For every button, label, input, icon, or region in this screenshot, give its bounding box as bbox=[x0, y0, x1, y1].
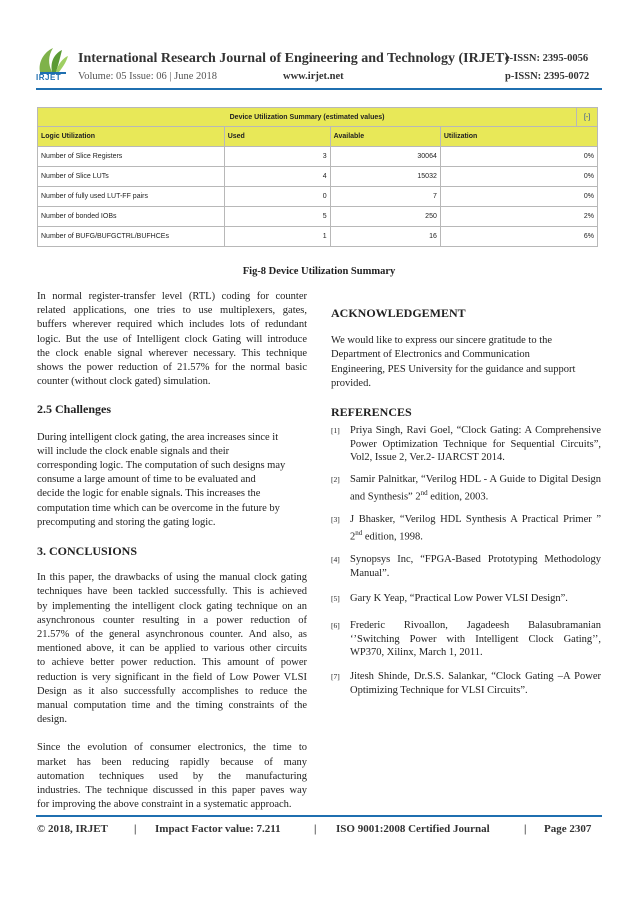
cell-utilization: 0% bbox=[440, 187, 597, 207]
col-header-used: Used bbox=[224, 127, 330, 147]
reference-text bbox=[350, 473, 601, 504]
cell-available: 16 bbox=[330, 227, 440, 247]
table-row bbox=[38, 187, 598, 207]
journal-url[interactable]: www.irjet.net bbox=[283, 71, 344, 82]
text-line: reduction is very significant in the field of Low Power VLSI bbox=[37, 671, 307, 683]
text-line: computation time which can be overcome in the future by bbox=[37, 502, 280, 514]
text-line: automation techniques used by the manufacturing bbox=[37, 770, 307, 782]
cell-logic: Number of BUFG/BUFGCTRL/BUFHCEs bbox=[38, 227, 225, 247]
text-line: In this paper, the drawbacks of using the manual clock gating bbox=[37, 572, 307, 584]
cell-used: 3 bbox=[224, 147, 330, 167]
references-heading: REFERENCES bbox=[331, 405, 412, 420]
footer-copyright: © 2018, IRJET bbox=[37, 823, 108, 835]
footer-impact-factor: Impact Factor value: 7.211 bbox=[155, 823, 281, 835]
cell-utilization: 6% bbox=[440, 227, 597, 247]
text-line: Since the evolution of consumer electronics, the time to bbox=[37, 742, 307, 754]
table-row bbox=[38, 147, 598, 167]
text-line: We would like to express our sincere gratitude to the bbox=[331, 335, 553, 347]
cell-used: 5 bbox=[224, 207, 330, 227]
text-line: market has been reducing rapidly because of many bbox=[37, 756, 307, 768]
cell-logic: Number of Slice LUTs bbox=[38, 167, 225, 187]
journal-title: International Research Journal of Engineering and Technology (IRJET) bbox=[78, 51, 510, 66]
header-divider bbox=[36, 88, 602, 90]
acknowledgement-paragraph bbox=[331, 334, 601, 391]
reference-line: Optimizing Technique for VLSI Circuits”. bbox=[350, 684, 528, 696]
reference-line: Manual”. bbox=[350, 567, 390, 579]
text-line: In normal register-transfer level (RTL) coding for counter bbox=[37, 291, 307, 302]
text-line: During intelligent clock gating, the area increases since it bbox=[37, 431, 279, 443]
cell-utilization: 0% bbox=[440, 147, 597, 167]
left-column bbox=[37, 290, 307, 813]
intro-paragraph bbox=[37, 290, 307, 389]
reference-line: 2nd edition, 1998. bbox=[350, 528, 423, 542]
reference-line: Priya Singh, Ravi Goel, “Clock Gating: A Comprehensive bbox=[350, 425, 601, 436]
reference-text bbox=[350, 513, 601, 544]
text-line: mentioned above, it can be applied to various other circuits bbox=[37, 643, 307, 655]
p-issn: p-ISSN: 2395-0072 bbox=[505, 71, 590, 82]
conclusions-heading: 3. CONCLUSIONS bbox=[37, 544, 138, 559]
reference-text bbox=[350, 619, 601, 660]
cell-available: 250 bbox=[330, 207, 440, 227]
cell-available: 30064 bbox=[330, 147, 440, 167]
text-line: related applications, one tries to use multiplexers, gates, bbox=[37, 305, 307, 317]
table-caption: Device Utilization Summary (estimated values) bbox=[38, 108, 577, 127]
text-line: counter (without clock gated) simulation. bbox=[37, 376, 211, 388]
footer-iso: ISO 9001:2008 Certified Journal bbox=[336, 823, 490, 835]
footer-separator: | bbox=[524, 823, 527, 835]
collapse-link[interactable]: [-] bbox=[577, 108, 598, 127]
reference-number: [5] bbox=[331, 594, 340, 603]
acknowledgement-heading: ACKNOWLEDGEMENT bbox=[331, 306, 466, 320]
reference-line: ‘’Switching Power with Intelligent Clock Gating’’, bbox=[350, 633, 601, 645]
text-line: consume a large amount of time to be evaluated and bbox=[37, 474, 256, 486]
right-column bbox=[331, 306, 601, 419]
reference-number: [1] bbox=[331, 426, 340, 435]
table-caption-row bbox=[38, 108, 598, 127]
text-line: the clock enable signal wherever necessary. This technique bbox=[37, 347, 307, 359]
reference-line: Samir Palnitkar, “Verilog HDL - A Guide to Digital Design bbox=[350, 474, 601, 485]
text-line: industries. The technique discussed in this paper paves way bbox=[37, 785, 307, 797]
text-line: precomputing and storing the gating logic. bbox=[37, 516, 216, 528]
footer-separator: | bbox=[314, 823, 317, 835]
challenges-heading: 2.5 Challenges bbox=[37, 402, 112, 417]
device-utilization-table bbox=[37, 107, 598, 247]
cell-logic: Number of bonded IOBs bbox=[38, 207, 225, 227]
text-line: provided. bbox=[331, 377, 371, 389]
text-line: Design as it also successfully accomplishes to reduce the bbox=[37, 685, 307, 697]
reference-line: Jitesh Shinde, Dr.S.S. Salankar, “Clock Gating –A Power bbox=[350, 671, 601, 682]
page-header bbox=[0, 0, 638, 95]
reference-number: [3] bbox=[331, 515, 340, 524]
logo-text: IRJET bbox=[36, 73, 62, 82]
table-row bbox=[38, 227, 598, 247]
text-line: will include the clock enable signals and their bbox=[37, 445, 230, 457]
cell-utilization: 2% bbox=[440, 207, 597, 227]
reference-line: Synopsys Inc, “FPGA-Based Prototyping Methodology bbox=[350, 554, 601, 565]
table-header-row bbox=[38, 127, 598, 147]
volume-issue: Volume: 05 Issue: 06 | June 2018 bbox=[78, 71, 217, 82]
figure-caption: Fig-8 Device Utilization Summary bbox=[242, 266, 396, 277]
reference-number: [6] bbox=[331, 621, 340, 630]
reference-line: Vol2, Issue 2, Ver.2- IJARCST 2014. bbox=[350, 452, 505, 463]
col-header-logic: Logic Utilization bbox=[38, 127, 225, 147]
reference-text bbox=[350, 553, 601, 580]
cell-used: 4 bbox=[224, 167, 330, 187]
challenges-paragraph bbox=[37, 431, 307, 530]
col-header-utilization: Utilization bbox=[440, 127, 597, 147]
reference-number: [2] bbox=[331, 475, 340, 484]
cell-utilization: 0% bbox=[440, 167, 597, 187]
footer-page-number: Page 2307 bbox=[544, 823, 592, 835]
cell-used: 1 bbox=[224, 227, 330, 247]
footer-separator: | bbox=[134, 823, 137, 835]
cell-logic: Number of Slice Registers bbox=[38, 147, 225, 167]
cell-available: 7 bbox=[330, 187, 440, 207]
reference-text bbox=[350, 424, 601, 465]
text-line: by implementing the intelligent clock gating technique on an bbox=[37, 600, 307, 612]
conclusions-paragraph bbox=[37, 571, 307, 727]
text-line: decide the logic for enable signals. This increases the bbox=[37, 488, 261, 500]
reference-line: Power Optimization Technique for Sequential Circuits”, bbox=[350, 438, 601, 450]
reference-line: Frederic Rivoallon, Jagadeesh Balasubramanian bbox=[350, 620, 601, 631]
evolution-paragraph bbox=[37, 741, 307, 812]
table-row bbox=[38, 167, 598, 187]
text-line: asynchronous counter resulting in a power reduction of bbox=[37, 614, 307, 626]
cell-used: 0 bbox=[224, 187, 330, 207]
reference-text bbox=[350, 592, 601, 606]
text-line: techniques have been tackled successfully. This is achieved bbox=[37, 586, 307, 598]
cell-logic: Number of fully used LUT-FF pairs bbox=[38, 187, 225, 207]
text-line: Department of Electronics and Communication bbox=[331, 349, 530, 361]
reference-number: [4] bbox=[331, 555, 340, 564]
text-line: design. bbox=[37, 714, 68, 726]
text-line: logic. But the use of Intelligent clock Gating will introduce bbox=[37, 333, 307, 345]
text-line: shows the power reduction of 21.57% for the normal basic bbox=[37, 362, 307, 374]
text-line: 21.57% of the general asynchronous counter. And also, as bbox=[37, 629, 307, 641]
text-line: buffers wherever required which includes lots of redundant bbox=[37, 319, 307, 331]
reference-number: [7] bbox=[331, 672, 340, 681]
reference-line: Gary K Yeap, “Practical Low Power VLSI Design”. bbox=[350, 593, 568, 604]
e-issn: e-ISSN: 2395-0056 bbox=[505, 53, 589, 64]
text-line: corresponding logic. The computation of such designs may bbox=[37, 460, 286, 472]
footer-divider bbox=[36, 815, 602, 817]
text-line: manual computation time and the timing constraints of the bbox=[37, 700, 307, 712]
text-line: Engineering, PES University for the guidance and support bbox=[331, 363, 576, 375]
reference-text bbox=[350, 670, 601, 697]
cell-available: 15032 bbox=[330, 167, 440, 187]
table-row bbox=[38, 207, 598, 227]
reference-line: WP370, Xilinx, March 1, 2011. bbox=[350, 647, 483, 658]
reference-line: J Bhasker, “Verilog HDL Synthesis A Practical Primer ” bbox=[350, 514, 601, 525]
col-header-available: Available bbox=[330, 127, 440, 147]
text-line: for improving the above constraint in a systematic approach. bbox=[37, 799, 292, 811]
text-line: to achieve better power reduction. This amount of power bbox=[37, 657, 307, 669]
reference-line: and Synthesis” 2nd edition, 2003. bbox=[350, 488, 489, 502]
